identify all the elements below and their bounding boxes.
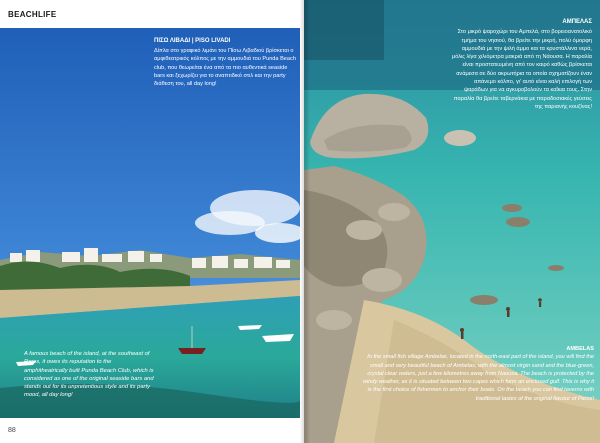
- caption-body: Στο μικρό ψαροχώρι του Αμπελά, στο βορειοανατολικό τμήμα του νησιού, θα βρείτε την μικρή, πολύ όμορφη αμμουδιά με την ψιλή άμμο και τα κρυστάλλινα νερά, μόλις λίγα χιλιόμετρα μακριά από τη Νάουσα. Η παραλία είναι προστατευμένη από τον καιρό καθώς βρίσκεται ανάμεσα σε δύο ακρωτήρια τα οποία σχηματίζουν έναν απάνεμο κόλπο, γι' αυτό είναι καλή επιλογή των ψαράδων για να αγκυροβολούν τα καΐκια τους. Στην παραλία θα βρείτε ταβερνάκια με παραδοσιακές γεύσεις της παριανής κουζίνας!: [451, 29, 592, 110]
- caption-body: Δίπλα στο γραφικό λιμάνι του Πίσω Λιβαδιού βρίσκεται ο αμφιθεατρικός κόλπος με την αμμουδιά του Punda Beach club, που θεωρείται ένα από τα πιο αυθεντικά seaside bars και ξεχωρίζει για το αναπτιδικό στιλ και την party διάθεση του, all day long!: [154, 48, 296, 88]
- caption-greek-piso-livadi: [154, 37, 296, 88]
- caption-title: AMBELAS: [566, 346, 594, 352]
- right-page: [304, 0, 600, 443]
- caption-title: ΠΙΣΩ ΛΙΒΑΔΙ | PISO LIVADI: [154, 38, 231, 44]
- caption-title: ΑΜΠΕΛΑΣ: [562, 19, 592, 25]
- page-number: 88: [8, 427, 16, 434]
- caption-greek-ambelas: [450, 18, 592, 111]
- page-gutter: [300, 0, 310, 443]
- caption-english-ambelas: [360, 345, 594, 403]
- caption-body: In the small fish village Ambelas, located in the north-east part of the island, you will find the small and very beautiful beach of Ambelas, with the almost virgin sand and the blue-green, crystal clear waters, just a few kilometres away from Naousa. The beach is protected by the windy weather, as it is situated between two capes which form an enclosed gulf. This is why it is the first choice of fishermen to anchor their boats. On the beach you can find taverns with traditional tastes of the original flavour of Paros!: [362, 354, 594, 402]
- running-head: BEACHLIFE: [8, 10, 57, 19]
- caption-english-piso-livadi: A famous beach of the island, at the southeast of Paros, it owes its reputation to the amphitheatrically built Punda Beach Club, which is considered as one of the original seaside bars and stands out for its unpretentious style and its party mood, all day long!: [24, 351, 154, 399]
